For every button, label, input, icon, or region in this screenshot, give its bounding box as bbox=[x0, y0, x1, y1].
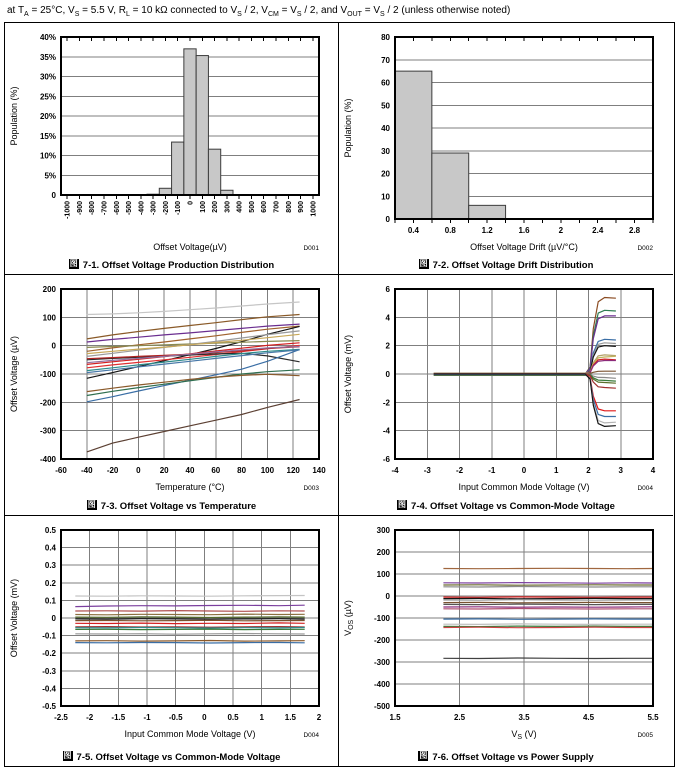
svg-text:VS (V): $V_S$ (V) bbox=[511, 729, 537, 741]
svg-text:2: 2 bbox=[316, 713, 321, 722]
figure-grid bbox=[4, 22, 675, 767]
svg-text:-1: -1 bbox=[488, 466, 496, 475]
svg-text:10%: 10% bbox=[39, 151, 56, 161]
svg-text:0.2: 0.2 bbox=[44, 578, 56, 588]
svg-text:D004: D004 bbox=[302, 732, 319, 739]
svg-text:-0.2: -0.2 bbox=[41, 649, 56, 659]
panel-figure-7-6 bbox=[339, 516, 673, 766]
figure-caption bbox=[87, 500, 256, 512]
figure-glyph-icon: 图 bbox=[63, 751, 72, 760]
svg-text:-2: -2 bbox=[382, 398, 390, 408]
svg-text:-1: -1 bbox=[142, 713, 151, 722]
chart-7-5 bbox=[7, 518, 337, 742]
svg-text:35%: 35% bbox=[39, 52, 56, 62]
chart-7-4 bbox=[341, 277, 671, 495]
svg-text:20: 20 bbox=[159, 466, 169, 475]
svg-text:25%: 25% bbox=[39, 92, 56, 102]
svg-text:-0.4: -0.4 bbox=[41, 684, 56, 694]
svg-text:-500: -500 bbox=[373, 702, 390, 711]
svg-text:1.5: 1.5 bbox=[284, 713, 296, 722]
svg-text:Population (%): Population (%) bbox=[8, 86, 19, 146]
svg-text:0: 0 bbox=[385, 215, 390, 224]
svg-text:-0.1: -0.1 bbox=[41, 631, 56, 641]
svg-text:-2: -2 bbox=[85, 713, 93, 722]
svg-text:0: 0 bbox=[51, 341, 56, 351]
svg-text:3: 3 bbox=[618, 466, 623, 475]
svg-text:300: 300 bbox=[376, 526, 390, 535]
svg-text:0.3: 0.3 bbox=[44, 561, 56, 571]
svg-text:VOS (µV): $V_{OS}$ (µV) bbox=[343, 600, 355, 636]
svg-text:400: 400 bbox=[236, 201, 244, 213]
svg-text:0: 0 bbox=[51, 191, 56, 200]
panel-figure-7-1 bbox=[5, 23, 339, 275]
svg-text:-0.5: -0.5 bbox=[41, 702, 56, 711]
svg-text:0: 0 bbox=[201, 713, 207, 722]
chart-7-2 bbox=[341, 25, 671, 255]
svg-text:200: 200 bbox=[376, 548, 390, 557]
figure-caption bbox=[418, 751, 593, 763]
svg-text:1: 1 bbox=[258, 713, 264, 722]
svg-text:70: 70 bbox=[381, 55, 390, 65]
svg-text:200: 200 bbox=[211, 201, 219, 213]
figure-glyph-icon: 图 bbox=[398, 500, 407, 509]
chart-7-3 bbox=[7, 277, 337, 495]
svg-text:4: 4 bbox=[385, 313, 390, 323]
svg-text:-100: -100 bbox=[373, 614, 390, 623]
svg-text:100: 100 bbox=[376, 570, 390, 579]
svg-text:-1000: -1000 bbox=[64, 201, 72, 219]
figure-caption-text: 7-3. Offset Voltage vs Temperature bbox=[100, 501, 257, 512]
figure-caption-text: 7-1. Offset Voltage Production Distribution bbox=[82, 260, 275, 271]
svg-text:20: 20 bbox=[381, 169, 390, 179]
svg-text:-2: -2 bbox=[455, 466, 464, 475]
svg-text:600: 600 bbox=[260, 201, 268, 213]
figure-caption bbox=[397, 500, 615, 512]
svg-text:-100: -100 bbox=[174, 201, 182, 216]
svg-text:15%: 15% bbox=[39, 131, 56, 141]
svg-text:30%: 30% bbox=[39, 72, 56, 82]
svg-text:900: 900 bbox=[297, 201, 305, 213]
svg-text:-700: -700 bbox=[101, 201, 108, 216]
svg-text:-20: -20 bbox=[106, 466, 118, 475]
svg-text:D002: D002 bbox=[637, 245, 653, 252]
svg-text:1.5: 1.5 bbox=[389, 713, 401, 722]
chart-7-6 bbox=[341, 518, 671, 742]
panel-figure-7-5 bbox=[5, 516, 339, 766]
figure-glyph-icon: 图 bbox=[69, 259, 78, 268]
svg-text:-3: -3 bbox=[423, 466, 431, 475]
svg-text:2: 2 bbox=[586, 466, 591, 475]
svg-text:1.6: 1.6 bbox=[518, 226, 530, 235]
svg-text:120: 120 bbox=[286, 466, 300, 475]
svg-text:2.5: 2.5 bbox=[453, 713, 466, 722]
svg-text:4.5: 4.5 bbox=[582, 713, 595, 722]
svg-text:0.5: 0.5 bbox=[226, 713, 239, 722]
svg-text:6: 6 bbox=[385, 285, 390, 294]
svg-text:80: 80 bbox=[236, 466, 246, 475]
svg-text:Offset Voltage (mV): Offset Voltage (mV) bbox=[343, 334, 353, 414]
svg-text:80: 80 bbox=[381, 33, 390, 42]
svg-text:Offset Voltage Drift (µV/°C): Offset Voltage Drift (µV/°C) bbox=[470, 242, 578, 252]
svg-text:-200: -200 bbox=[373, 636, 390, 645]
svg-text:0: 0 bbox=[187, 201, 194, 205]
figure-caption-text: 7-5. Offset Voltage vs Common-Mode Voltage bbox=[76, 752, 281, 763]
svg-text:0: 0 bbox=[385, 592, 390, 601]
svg-text:-300: -300 bbox=[373, 658, 390, 667]
svg-text:-600: -600 bbox=[113, 201, 121, 216]
svg-text:30: 30 bbox=[381, 146, 390, 156]
chart-7-1 bbox=[7, 25, 337, 255]
svg-text:-900: -900 bbox=[76, 201, 84, 216]
svg-text:-4: -4 bbox=[382, 426, 390, 436]
figure-glyph-icon: 图 bbox=[419, 259, 428, 268]
svg-text:500: 500 bbox=[248, 201, 256, 213]
svg-text:0.4: 0.4 bbox=[407, 226, 419, 235]
svg-text:-6: -6 bbox=[382, 455, 390, 464]
svg-text:3.5: 3.5 bbox=[518, 713, 530, 722]
svg-text:-300: -300 bbox=[150, 201, 158, 216]
figure-glyph-icon: 图 bbox=[87, 500, 96, 509]
svg-text:800: 800 bbox=[285, 201, 293, 213]
panel-figure-7-2 bbox=[339, 23, 673, 275]
svg-text:10: 10 bbox=[381, 192, 390, 202]
svg-text:-400: -400 bbox=[39, 455, 56, 464]
figure-caption-text: 7-6. Offset Voltage vs Power Supply bbox=[432, 752, 594, 763]
svg-text:-100: -100 bbox=[39, 370, 56, 379]
conditions-text: at $T_A = 25^\circ C$, $V_S = 5.5$ V, $R_L = 10$ kΩ connected to $V_S / 2$, $V_{CM} = V_S / 2$, and $V_{OUT} = V_S / 2$ (unless otherwise noted) bbox=[7, 5, 511, 18]
svg-text:0.5: 0.5 bbox=[44, 526, 56, 535]
figure-glyph-icon: 图 bbox=[419, 751, 428, 760]
svg-text:100: 100 bbox=[199, 201, 207, 213]
svg-text:50: 50 bbox=[381, 101, 390, 111]
svg-text:D003: D003 bbox=[302, 485, 319, 492]
panel-figure-7-3 bbox=[5, 275, 339, 516]
svg-text:Population (%): Population (%) bbox=[343, 98, 353, 158]
svg-text:-200: -200 bbox=[162, 201, 170, 216]
svg-text:-1.5: -1.5 bbox=[110, 713, 125, 722]
panel-figure-7-4 bbox=[339, 275, 673, 516]
figure-caption-text: 7-2. Offset Voltage Drift Distribution bbox=[432, 260, 594, 271]
svg-text:-500: -500 bbox=[125, 201, 133, 216]
svg-text:0.4: 0.4 bbox=[44, 543, 56, 553]
figure-caption bbox=[69, 259, 274, 271]
svg-text:1000: 1000 bbox=[309, 201, 317, 217]
svg-text:-0.5: -0.5 bbox=[168, 713, 183, 722]
svg-text:-2.5: -2.5 bbox=[53, 713, 68, 722]
figure-caption bbox=[63, 751, 281, 763]
svg-text:100: 100 bbox=[42, 313, 56, 323]
svg-text:40%: 40% bbox=[39, 33, 56, 42]
svg-text:-400: -400 bbox=[137, 201, 145, 216]
svg-text:2.8: 2.8 bbox=[629, 226, 641, 235]
svg-text:D001: D001 bbox=[302, 245, 319, 252]
svg-text:1: 1 bbox=[554, 466, 559, 475]
svg-text:300: 300 bbox=[223, 201, 231, 213]
figure-caption bbox=[419, 259, 594, 271]
svg-text:Offset Voltage (mV): Offset Voltage (mV) bbox=[8, 578, 19, 658]
svg-text:1.2: 1.2 bbox=[481, 226, 493, 235]
svg-text:20%: 20% bbox=[39, 112, 56, 121]
svg-text:40: 40 bbox=[381, 124, 390, 133]
svg-text:60: 60 bbox=[381, 78, 390, 88]
svg-text:-400: -400 bbox=[373, 680, 390, 689]
svg-text:0.1: 0.1 bbox=[44, 596, 56, 606]
svg-text:Input Common Mode Voltage (V): Input Common Mode Voltage (V) bbox=[458, 482, 590, 492]
svg-text:2: 2 bbox=[558, 226, 564, 235]
svg-text:Offset Voltage (µV): Offset Voltage (µV) bbox=[8, 335, 19, 413]
svg-text:4: 4 bbox=[650, 466, 656, 475]
svg-text:0.8: 0.8 bbox=[444, 226, 456, 235]
svg-text:-800: -800 bbox=[88, 201, 96, 216]
svg-text:200: 200 bbox=[42, 285, 56, 294]
svg-text:-200: -200 bbox=[39, 398, 56, 408]
svg-text:-0.3: -0.3 bbox=[41, 666, 56, 676]
svg-text:-300: -300 bbox=[39, 426, 56, 436]
svg-text:5%: 5% bbox=[43, 171, 56, 181]
svg-text:D005: D005 bbox=[637, 732, 653, 739]
svg-text:-40: -40 bbox=[80, 466, 93, 475]
svg-text:100: 100 bbox=[260, 466, 274, 475]
svg-text:D004: D004 bbox=[637, 485, 653, 492]
svg-text:Offset Voltage(µV): Offset Voltage(µV) bbox=[152, 242, 227, 252]
svg-text:0: 0 bbox=[521, 466, 527, 475]
svg-text:5.5: 5.5 bbox=[647, 713, 659, 722]
svg-text:140: 140 bbox=[311, 466, 326, 475]
svg-text:40: 40 bbox=[185, 466, 194, 475]
svg-text:0: 0 bbox=[51, 614, 56, 623]
svg-text:700: 700 bbox=[273, 201, 280, 213]
svg-text:Temperature (°C): Temperature (°C) bbox=[154, 482, 225, 492]
svg-text:60: 60 bbox=[210, 466, 220, 475]
svg-text:-60: -60 bbox=[54, 466, 67, 475]
svg-text:2.4: 2.4 bbox=[592, 226, 604, 235]
svg-text:-4: -4 bbox=[391, 466, 399, 475]
svg-text:0: 0 bbox=[385, 370, 390, 379]
figure-caption-text: 7-4. Offset Voltage vs Common-Mode Voltage bbox=[411, 501, 615, 512]
svg-text:0: 0 bbox=[135, 466, 141, 475]
svg-text:Input Common Mode Voltage (V): Input Common Mode Voltage (V) bbox=[123, 729, 256, 739]
svg-text:2: 2 bbox=[385, 341, 390, 351]
